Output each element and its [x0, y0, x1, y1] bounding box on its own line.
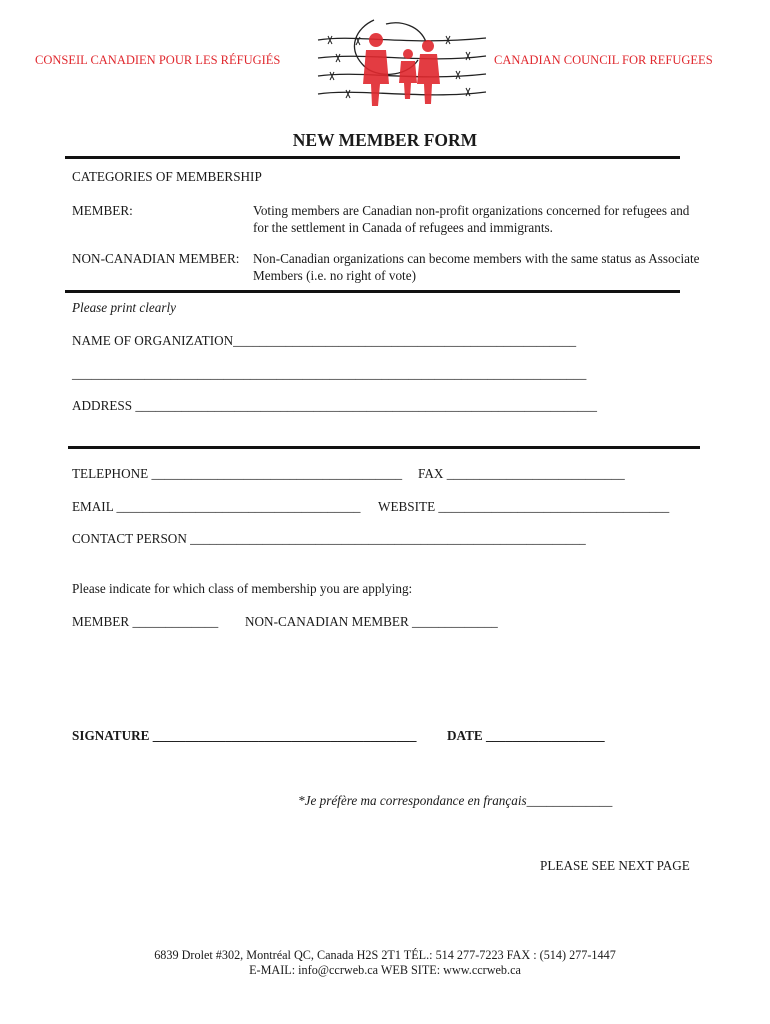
address-divider — [68, 446, 700, 449]
telephone-field[interactable]: TELEPHONE ______________________________________ — [72, 466, 403, 481]
organization-name-continued-field[interactable]: ______________________________________________________________________________ — [72, 366, 587, 381]
membership-class-prompt: Please indicate for which class of membership you are applying: — [72, 581, 413, 596]
member-category-description: Voting members are Canadian non-profit organizations concerned for refugees and for the settlement in Canada of refugees and immigrants. — [253, 203, 690, 235]
french-preference-field[interactable]: *Je préfère ma correspondance en français_____________ — [298, 793, 613, 808]
non-canadian-category-label: NON-CANADIAN MEMBER: — [72, 251, 240, 266]
non-canadian-class-field[interactable]: NON-CANADIAN MEMBER _____________ — [245, 614, 498, 629]
contact-person-field[interactable]: CONTACT PERSON ____________________________________________________________ — [72, 531, 586, 546]
footer-address: 6839 Drolet #302, Montréal QC, Canada H2S 2T1 TÉL.: 514 277-7223 FAX : (514) 277-1447 — [154, 948, 616, 962]
email-field[interactable]: EMAIL _____________________________________ — [72, 499, 361, 514]
print-clearly-note: Please print clearly — [72, 300, 177, 315]
barbed-wire-refugee-family-logo-icon — [316, 18, 488, 112]
date-field[interactable]: DATE __________________ — [447, 728, 605, 743]
fax-field[interactable]: FAX ___________________________ — [418, 466, 625, 481]
header-left-org: CONSEIL CANADIEN POUR LES RÉFUGIÉS — [35, 53, 281, 67]
address-field[interactable]: ADDRESS ______________________________________________________________________ — [72, 398, 597, 413]
non-canadian-category-description: Non-Canadian organizations can become members with the same status as Associate Members (i.e. no right of vote) — [253, 251, 700, 283]
next-page-note: PLEASE SEE NEXT PAGE — [540, 858, 690, 873]
header-right-org: CANADIAN COUNCIL FOR REFUGEES — [494, 53, 713, 67]
form-title: NEW MEMBER FORM — [292, 130, 478, 150]
title-divider — [65, 156, 680, 159]
website-field[interactable]: WEBSITE ___________________________________ — [378, 499, 670, 514]
categories-divider — [65, 290, 680, 293]
member-class-field[interactable]: MEMBER _____________ — [72, 614, 219, 629]
footer-contact: E-MAIL: info@ccrweb.ca WEB SITE: www.ccrweb.ca — [249, 963, 521, 977]
organization-name-field[interactable]: NAME OF ORGANIZATION____________________________________________________ — [72, 333, 577, 348]
member-category-label: MEMBER: — [72, 203, 133, 218]
categories-heading: CATEGORIES OF MEMBERSHIP — [72, 169, 262, 184]
signature-field[interactable]: SIGNATURE ________________________________________ — [72, 728, 417, 743]
